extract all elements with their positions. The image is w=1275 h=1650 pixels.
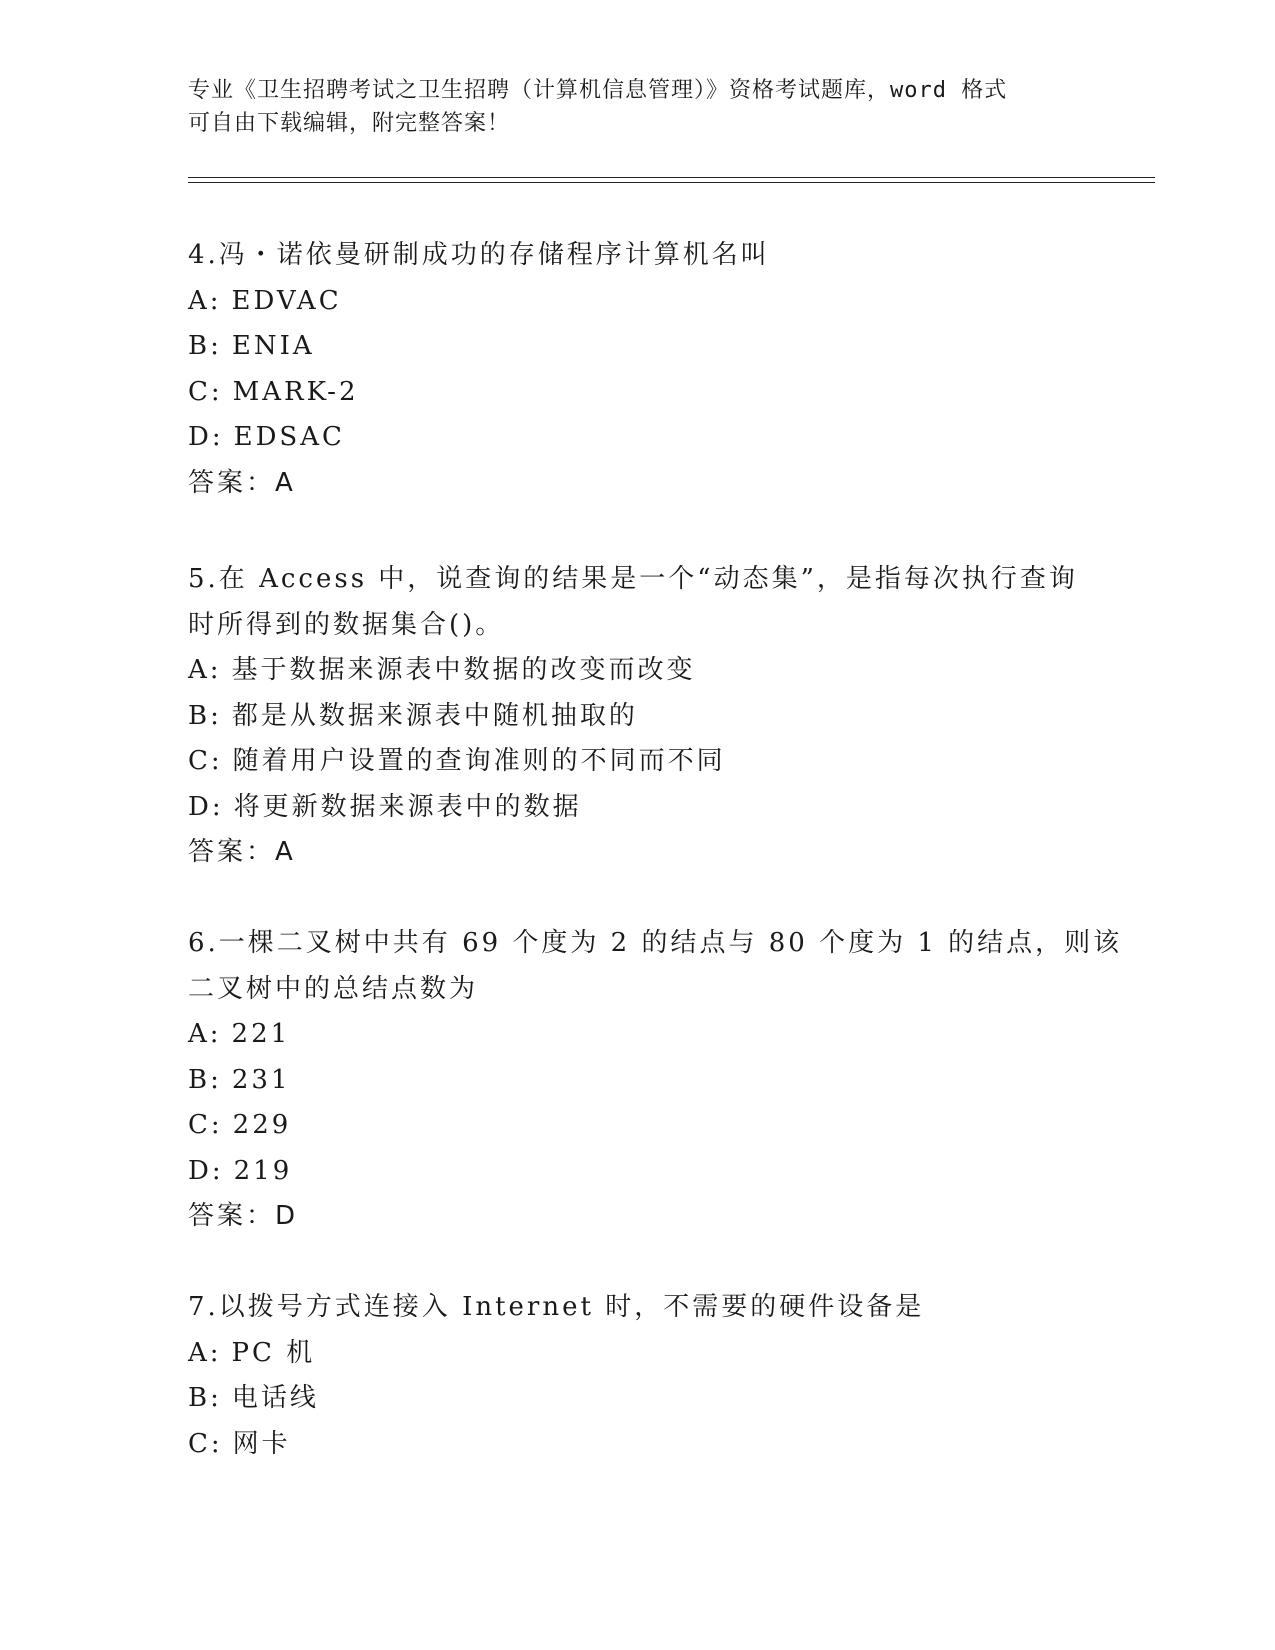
question-4 (188, 233, 1088, 506)
question-stem: 4.冯・诺依曼研制成功的存储程序计算机名叫 (188, 240, 770, 270)
answer-line: 答案：A (188, 837, 296, 867)
option-c (188, 739, 1088, 785)
option-text: 229 (232, 1110, 292, 1140)
header-divider-bottom (188, 182, 1155, 183)
option-text: 都是从数据来源表中随机抽取的 (231, 700, 638, 731)
option-a (188, 648, 1088, 694)
header-divider-top (188, 177, 1155, 178)
option-text: EDSAC (233, 422, 345, 452)
option-c (188, 1422, 1088, 1468)
option-text: 221 (231, 1019, 291, 1049)
header-line-2: 可自由下载编辑，附完整答案！ (188, 111, 511, 136)
option-a (188, 1012, 1088, 1058)
option-b (188, 324, 1088, 370)
option-text: 231 (231, 1064, 291, 1095)
answer-line: 答案：A (188, 467, 296, 498)
option-key: C: (188, 746, 223, 776)
option-text: 随着用户设置的查询准则的不同而不同 (232, 746, 726, 776)
option-a (188, 279, 1088, 325)
option-text: 网卡 (232, 1428, 291, 1459)
option-key: A: (188, 285, 222, 316)
option-key: B: (188, 1383, 222, 1413)
option-key: A: (188, 1337, 222, 1368)
document-header (188, 74, 1088, 140)
option-key: D: (188, 422, 224, 452)
option-text: MARK-2 (232, 376, 359, 407)
option-key: D: (188, 1155, 224, 1186)
option-b (188, 694, 1088, 740)
option-d (188, 415, 1088, 461)
option-key: C: (188, 1428, 223, 1459)
option-key: D: (188, 791, 224, 822)
option-key: A: (188, 655, 222, 685)
option-key: B: (188, 1064, 222, 1095)
option-text: 基于数据来源表中数据的改变而改变 (231, 655, 696, 685)
option-b (188, 1376, 1088, 1422)
option-b (188, 1058, 1088, 1104)
option-text: 219 (233, 1155, 293, 1186)
option-a (188, 1331, 1088, 1377)
option-c (188, 1103, 1088, 1149)
option-key: A: (188, 1019, 222, 1049)
option-text: 将更新数据来源表中的数据 (233, 791, 582, 822)
option-text: ENIA (231, 331, 315, 361)
answer-line: 答案：D (188, 1201, 299, 1231)
option-key: B: (188, 331, 222, 361)
question-stem: 7.以拨号方式连接入 Internet 时，不需要的硬件设备是 (188, 1292, 925, 1322)
question-stem: 5.在 Access 中，说查询的结果是一个“动态集”，是指每次执行查询 (188, 564, 1078, 594)
option-d (188, 785, 1088, 831)
question-7 (188, 1285, 1088, 1467)
question-5 (188, 557, 1088, 876)
question-6 (188, 921, 1123, 1240)
question-stem: 6.一棵二叉树中共有 69 个度为 2 的结点与 80 个度为 1 的结点，则该 (188, 928, 1123, 958)
option-key: B: (188, 700, 222, 731)
option-key: C: (188, 1110, 223, 1140)
option-text: PC 机 (231, 1337, 316, 1368)
question-stem-continued: 二叉树中的总结点数为 (188, 973, 479, 1004)
option-d (188, 1149, 1088, 1195)
option-key: C: (188, 376, 223, 407)
option-c (188, 370, 1088, 416)
question-stem-continued: 时所得到的数据集合()。 (188, 609, 505, 640)
header-line-1: 专业《卫生招聘考试之卫生招聘（计算机信息管理）》资格考试题库，word 格式 (188, 78, 1008, 103)
option-text: 电话线 (231, 1383, 319, 1413)
option-text: EDVAC (231, 285, 342, 316)
